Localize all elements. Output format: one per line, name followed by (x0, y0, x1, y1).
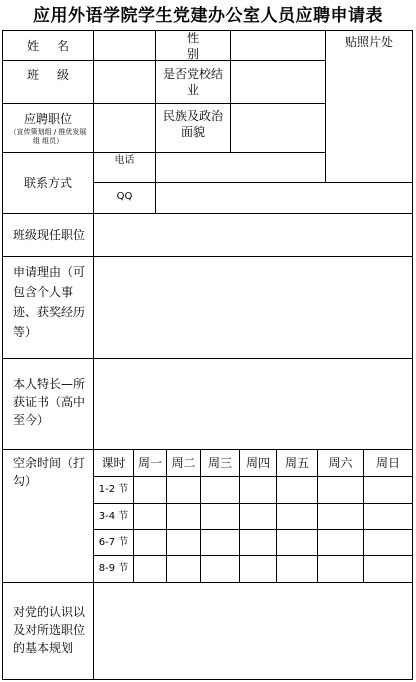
phone-field[interactable] (156, 153, 325, 182)
qq-field[interactable] (156, 183, 412, 213)
class-field[interactable] (94, 61, 155, 103)
current-position-label: 班级现任职位 (13, 228, 86, 242)
class-label: 班级 (26, 68, 87, 82)
gender-label: 性别 (186, 30, 217, 61)
name-label: 姓名 (26, 38, 87, 53)
schedule-header-fri: 周五 (284, 456, 309, 470)
position-applied-note: （宣传策划组 / 推优发展组 组员） (9, 127, 87, 145)
schedule-period-row: 8-9 节 (98, 563, 129, 574)
photo-label: 贴照片处 (344, 35, 393, 49)
phone-label: 电话 (114, 155, 135, 166)
position-applied-label: 应聘职位 (23, 111, 72, 126)
schedule-period-row: 3-4 节 (98, 510, 129, 522)
party-status-field[interactable] (231, 61, 325, 103)
qq-label: QQ (116, 191, 133, 202)
schedule-header-thu: 周四 (245, 456, 270, 470)
schedule-header-sat: 周六 (328, 456, 353, 470)
schedule-header-period: 课时 (101, 456, 126, 470)
position-applied-field[interactable] (94, 104, 155, 152)
schedule-header-mon: 周一 (137, 456, 162, 470)
specialty-field[interactable] (94, 359, 412, 449)
reason-label: 申请理由（可包含个人事迹、获奖经历等） (13, 265, 86, 339)
party-status-label: 是否党校结业 (162, 67, 223, 97)
schedule-period-row: 6-7 节 (98, 536, 129, 548)
understanding-field[interactable] (94, 583, 412, 679)
ethnicity-politics-field[interactable] (231, 104, 325, 152)
name-field[interactable] (94, 31, 155, 60)
schedule-period-row: 1-2 节 (98, 484, 129, 495)
contact-label: 联系方式 (23, 176, 72, 190)
specialty-label: 本人特长—所获证书（高中至今） (13, 377, 86, 427)
schedule-header-tue: 周二 (171, 456, 196, 470)
schedule-header-wed: 周三 (207, 456, 232, 470)
understanding-label: 对党的认识以及对所选职位的基本规划 (13, 605, 86, 655)
current-position-field[interactable] (94, 214, 412, 256)
schedule-header-sun: 周日 (375, 456, 400, 470)
photo-area[interactable] (326, 53, 412, 182)
free-time-label: 空余时间（打勾） (13, 456, 86, 488)
gender-field[interactable] (231, 31, 325, 60)
ethnicity-politics-label: 民族及政治面貌 (162, 109, 223, 139)
position-applied-cell (3, 104, 93, 152)
form-title: 应用外语学院学生党建办公室人员应聘申请表 (33, 6, 383, 26)
reason-field[interactable] (94, 257, 412, 358)
